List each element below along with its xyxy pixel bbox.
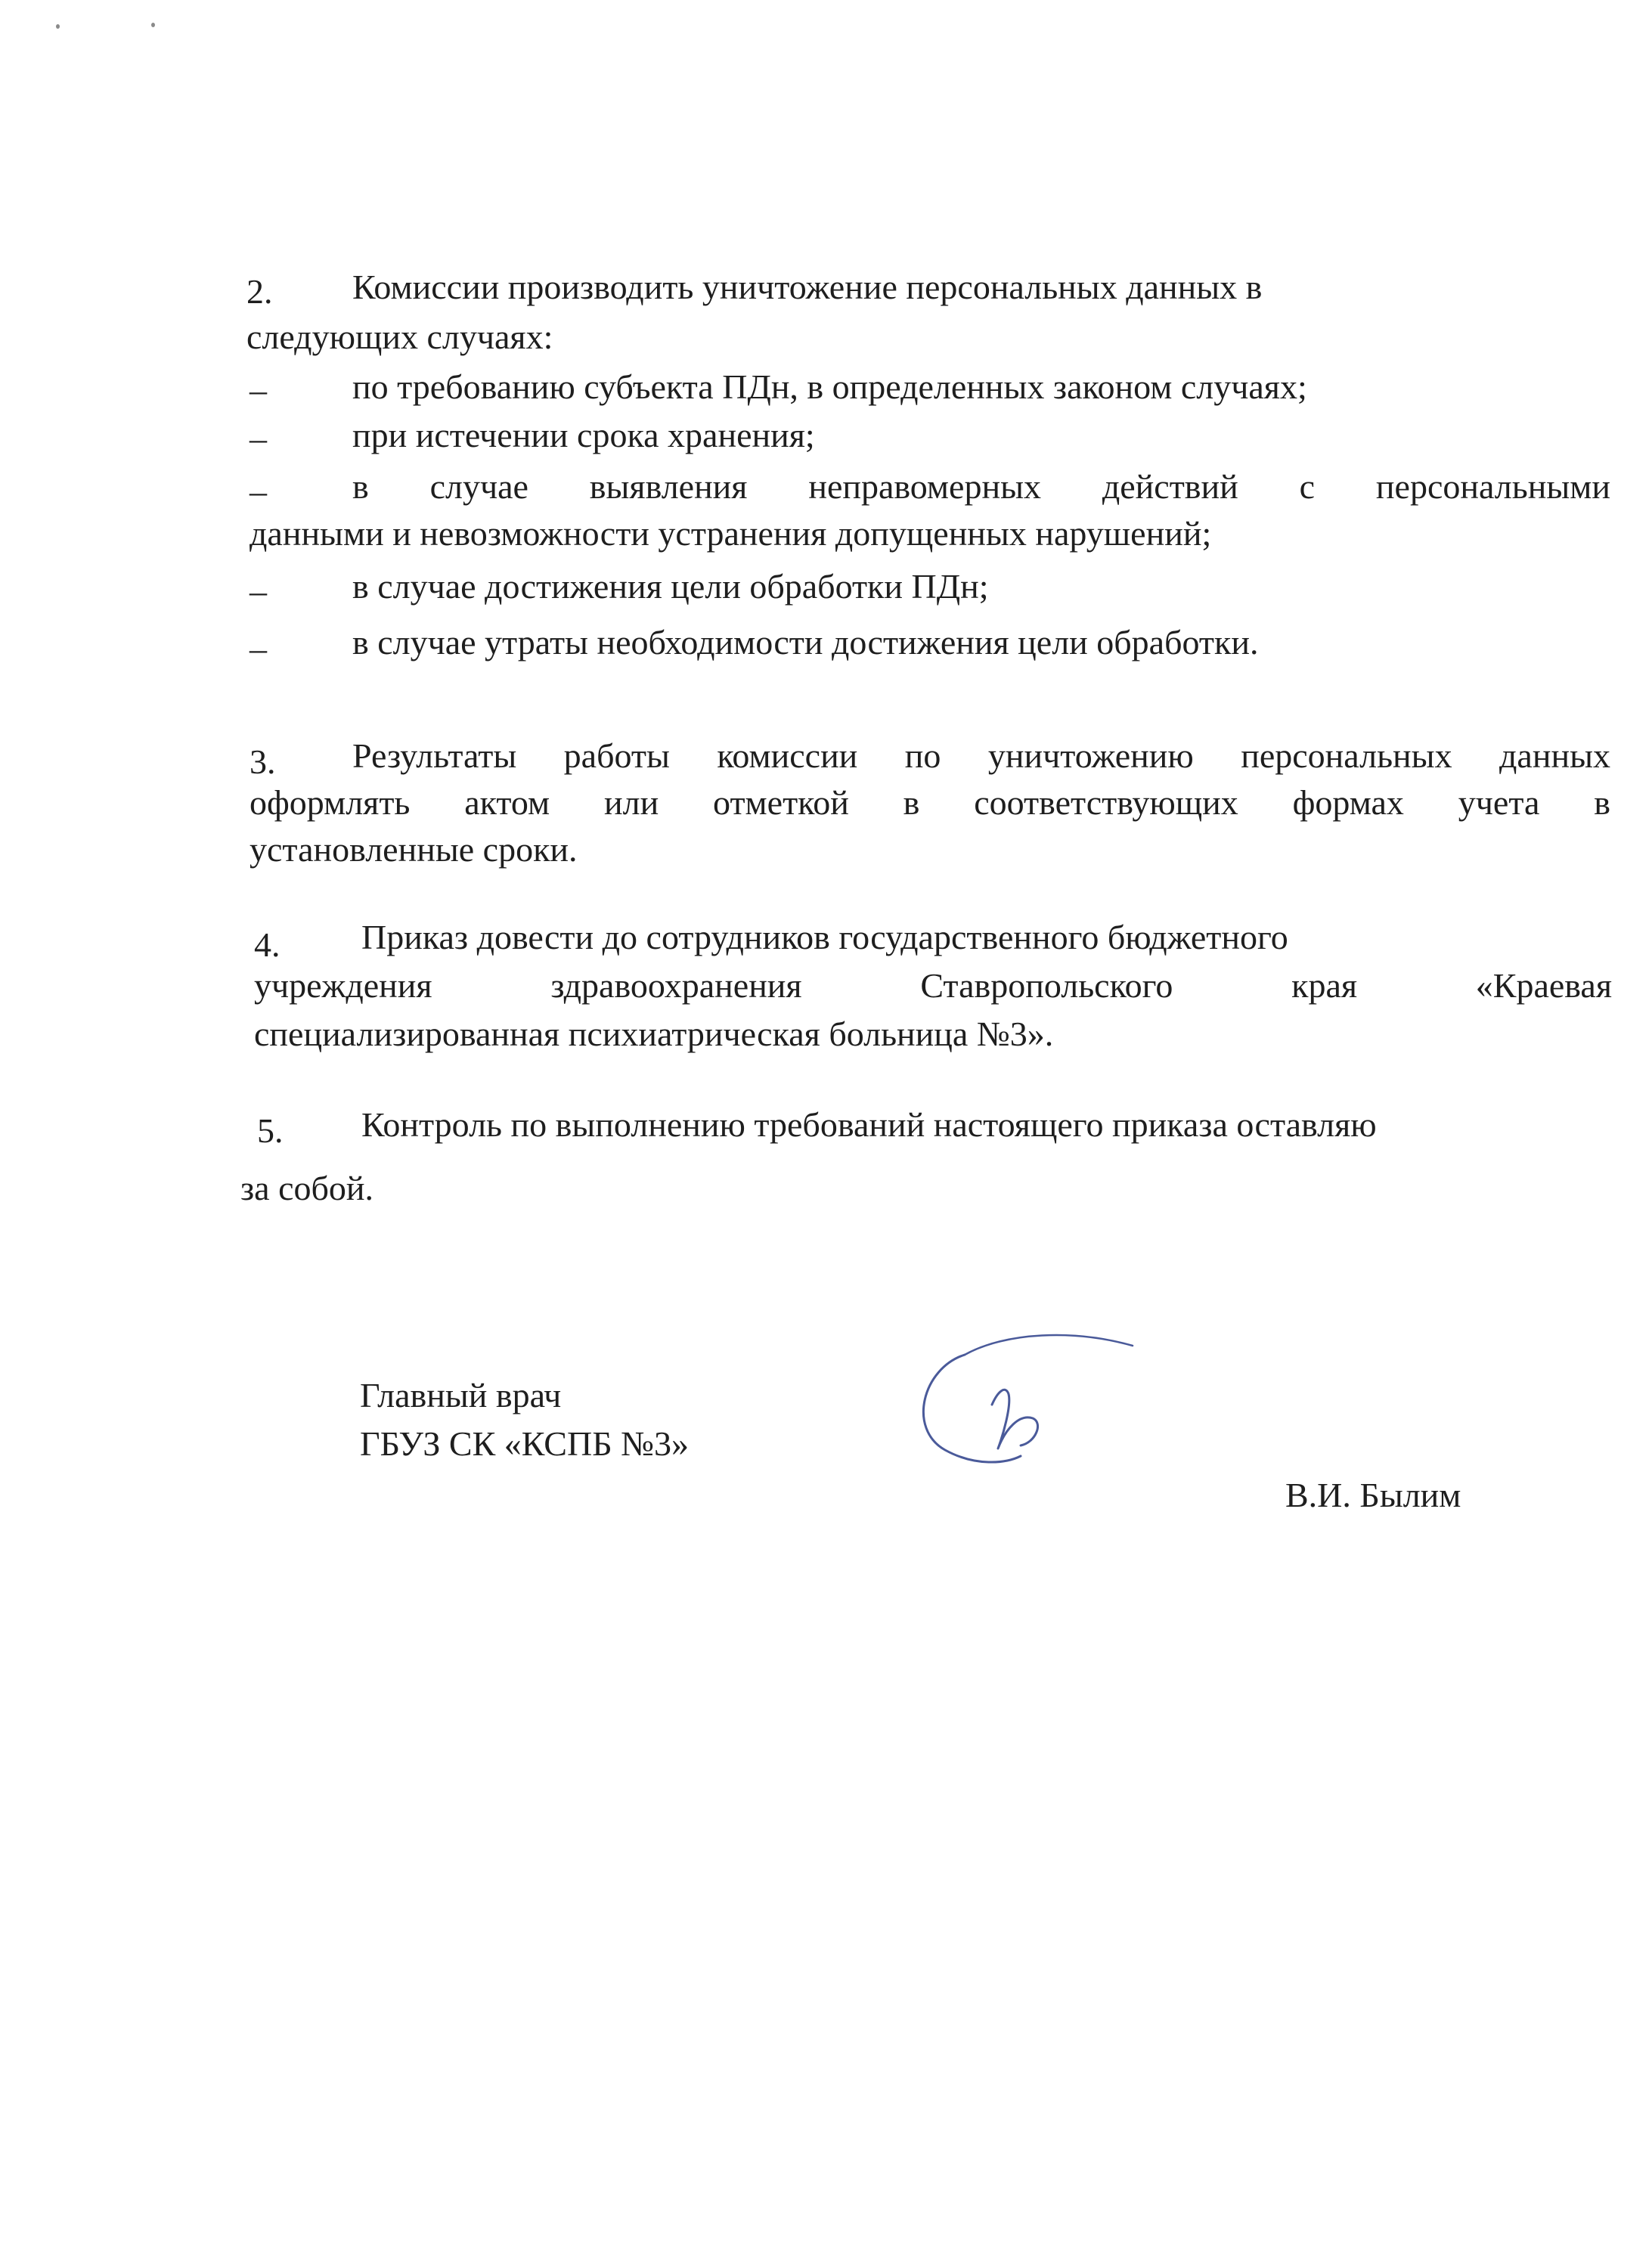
item-text: учреждения здравоохранения Ставропольского края «Краевая: [254, 966, 1612, 1005]
signatory-position: Главный врач: [360, 1376, 562, 1414]
item-number: 4.: [254, 925, 280, 964]
bullet-dash: –: [250, 629, 267, 668]
item-text: Приказ довести до сотрудников государственного бюджетного: [361, 918, 1288, 956]
item-text: Контроль по выполнению требований настоящего приказа оставляю: [361, 1105, 1377, 1144]
item-text: Результаты работы комиссии по уничтожению персональных данных: [352, 736, 1610, 775]
item-number: 5.: [257, 1111, 284, 1150]
scan-speck: [56, 24, 60, 29]
bullet-text: в случае выявления неправомерных действий с персональными: [352, 467, 1610, 506]
bullet-dash: –: [250, 572, 267, 610]
signatory-name: В.И. Былим: [1285, 1476, 1461, 1514]
bullet-dash: –: [250, 370, 267, 409]
item-text: Комиссии производить уничтожение персональных данных в: [352, 268, 1263, 306]
bullet-text: при истечении срока хранения;: [352, 416, 815, 454]
bullet-text: по требованию субъекта ПДн, в определенных законом случаях;: [352, 367, 1307, 406]
bullet-text: в случае достижения цели обработки ПДн;: [352, 567, 989, 606]
scan-speck: [151, 23, 155, 27]
item-text: специализированная психиатрическая больница №3».: [254, 1015, 1054, 1053]
signatory-organization: ГБУЗ СК «КСПБ №3»: [360, 1424, 690, 1463]
item-number: 2.: [246, 272, 273, 311]
signature-stroke: [923, 1355, 1021, 1462]
item-text: за собой.: [240, 1169, 374, 1207]
bullet-dash: –: [250, 419, 267, 457]
item-text: оформлять актом или отметкой в соответствующих формах учета в: [250, 783, 1610, 822]
bullet-text: в случае утраты необходимости достижения цели обработки.: [352, 623, 1259, 662]
handwritten-signature: [892, 1315, 1149, 1482]
item-text: установленные сроки.: [250, 830, 578, 869]
signature-stroke: [992, 1390, 1038, 1448]
item-number: 3.: [250, 742, 276, 781]
signature-stroke: [965, 1335, 1133, 1355]
bullet-dash: –: [250, 472, 267, 510]
bullet-text: данными и невозможности устранения допущенных нарушений;: [250, 514, 1212, 553]
item-text: следующих случаях:: [246, 318, 553, 356]
